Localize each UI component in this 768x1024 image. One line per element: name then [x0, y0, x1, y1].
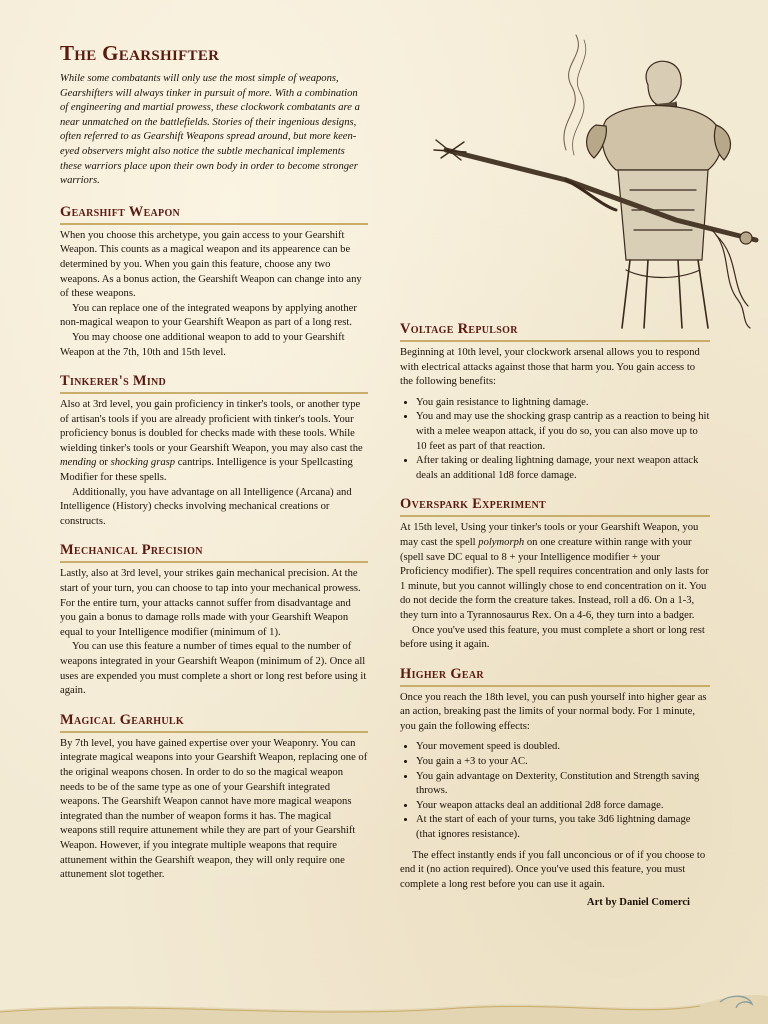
heading-mechanical-precision: Mechanical Precision: [60, 541, 368, 563]
paragraph: You can use this feature a number of times equal to the number of weapons integrated in your Gearshift Weapon (minimum of 2). Once all uses are expended you must complete a short or long rest before using it again.: [60, 641, 367, 697]
spell-mending: mending: [60, 457, 97, 469]
text-run: on one creature within range with your (spell save DC equal to 8 + your Intelligence modifier + your Proficiency modifier). The spell requires concentration and only lasts for 1 minute, but you cannot willingly chose to end concentration on it. You do not decide the form the creature takes. Instead, roll a d6. On a 1-3, they turn into a Tyrannosaurus Rex. On a 4-6, they turn into a badger.: [400, 536, 709, 621]
section-gearshift-weapon: [60, 203, 368, 360]
paragraph: Once you've used this feature, you must complete a short or long rest before using it again.: [400, 624, 705, 651]
list-item: • You and may use the shocking grasp cantrip as a reaction to being hit with a melee weapon attack, if you do so, you can also move up to 10 feet as part of that reaction.: [416, 410, 710, 454]
paragraph: [60, 398, 368, 486]
heading-voltage-repulsor: Voltage Repulsor: [400, 320, 710, 342]
paragraph: The effect instantly ends if you fall unconcious or of if you choose to end it (no action required). Once you've used this feature, you must complete a long rest before you can use it again.: [400, 849, 706, 890]
list-item: • After taking or dealing lightning damage, your next weapon attack deals an additional 1d8 force damage.: [416, 454, 710, 483]
paragraph: Additionally, you have advantage on all Intelligence (Arcana) and Intelligence (History) checks involving mechanical creations or constructs.: [60, 486, 352, 527]
paragraph: You can replace one of the integrated weapons by applying another non-magical weapon to your Gearshift Weapon as part of a long rest.: [60, 302, 357, 329]
heading-higher-gear: Higher Gear: [400, 665, 710, 687]
section-voltage-repulsor: [400, 320, 710, 483]
spell-shocking-grasp: shocking grasp: [110, 457, 176, 469]
heading-magical-gearhulk: Magical Gearhulk: [60, 711, 368, 733]
list-item: • You gain resistance to lightning damage.: [416, 396, 710, 411]
bullet-list: [400, 740, 710, 842]
section-mechanical-precision: [60, 541, 368, 698]
page-title: The Gearshifter: [60, 41, 220, 65]
section-magical-gearhulk: [60, 711, 368, 883]
paragraph: [400, 521, 710, 623]
paragraph: By 7th level, you have gained expertise over your Weaponry. You can integrate magical weapons into your Gearshift Weapon, replacing one of the original weapons chosen. In order to do so the magical weapon needs to be of the same type as one of your Gearshift integrated weapons. The Gearshift Weapon cannot have more magical weapons integrated than the number of weapon forms it has. The magical weapons still require attunement while they are part of your Gearshift Weapon. However, if you integrate multiple weapons that require attunement within the Gearshift weapon, they will only require one attunement slot together.: [60, 737, 368, 881]
bullet-list: [400, 396, 710, 484]
gearshifter-illustration: [416, 30, 768, 330]
text-run: or: [96, 457, 111, 469]
spell-polymorph: polymorph: [478, 536, 525, 548]
paragraph: Lastly, also at 3rd level, your strikes gain mechanical precision. At the start of your turn, you can choose to tap into your mechanical prowess. For the entire turn, your attacks cannot suffer from disadvantage and you gain a bonus to damage rolls made with your Gearshift Weapon equal to your Intelligence modifier (minimum of 1).: [60, 568, 361, 638]
list-item: • Your weapon attacks deal an additional 2d8 force damage.: [416, 799, 710, 814]
text-run: cantrips. Intelligence is your Spellcasting Modifier for these spells.: [60, 457, 353, 484]
footer-decoration: [0, 990, 768, 1024]
paragraph: Beginning at 10th level, your clockwork arsenal allows you to respond with electrical attacks against those that harm you. You gain access to the following benefits:: [400, 347, 700, 388]
heading-gearshift-weapon: Gearshift Weapon: [60, 203, 368, 225]
paragraph: When you choose this archetype, you gain access to your Gearshift Weapon. This counts as a magical weapon and its appearence can be determined by you. When you gain this feature, choose any two weapons. As a bonus action, the Gearshift Weapon can change into any of these weapons.: [60, 229, 362, 300]
section-tinkerers-mind: [60, 372, 368, 529]
text-run: Also at 3rd level, you gain proficiency in tinker's tools, or another type of artisan's tools if you are already proficient with tinker's tools. Your proficiency bonus is doubled for checks made with these tools. While wielding tinker's tools or your Gearshift Weapon, you may also cast the: [60, 399, 363, 454]
left-column: [60, 40, 368, 895]
paragraph: Once you reach the 18th level, you can push yourself into higher gear as an action, breaking past the limits of your normal body. For 1 minute, you gain the following effects:: [400, 691, 707, 732]
list-item: • You gain advantage on Dexterity, Constitution and Strength saving throws.: [416, 770, 710, 799]
art-credit: Art by Daniel Comerci: [586, 897, 690, 909]
list-item: • At the start of each of your turns, you take 3d6 lightning damage (that ignores resistance).: [416, 813, 710, 842]
heading-tinkerers-mind: Tinkerer's Mind: [60, 372, 368, 394]
heading-overspark-experiment: Overspark Experiment: [400, 495, 710, 517]
right-column: [400, 320, 710, 923]
section-overspark-experiment: [400, 495, 710, 652]
intro-text: While some combatants will only use the most simple of weapons, Gearshifters will always tinker in pursuit of more. With a combination of engineering and martial prowess, these clockwork combatants are a near unmatched on the battlefields. Stories of their ingenious designs, often referred to as Gearshift Weapons spread around, but more keen-eyed observers might also notice the subtle mechanical implements these warriors place upon their own body in order to become stronger warriors.: [60, 73, 360, 187]
list-item: • Your movement speed is doubled.: [416, 740, 710, 755]
list-item: • You gain a +3 to your AC.: [416, 755, 710, 770]
paragraph: You may choose one additional weapon to add to your Gearshift Weapon at the 7th, 10th and 15th level.: [60, 331, 345, 358]
text-run: At 15th level, Using your tinker's tools or your Gearshift Weapon, you may cast the spell: [400, 522, 699, 548]
section-higher-gear: [400, 665, 710, 911]
